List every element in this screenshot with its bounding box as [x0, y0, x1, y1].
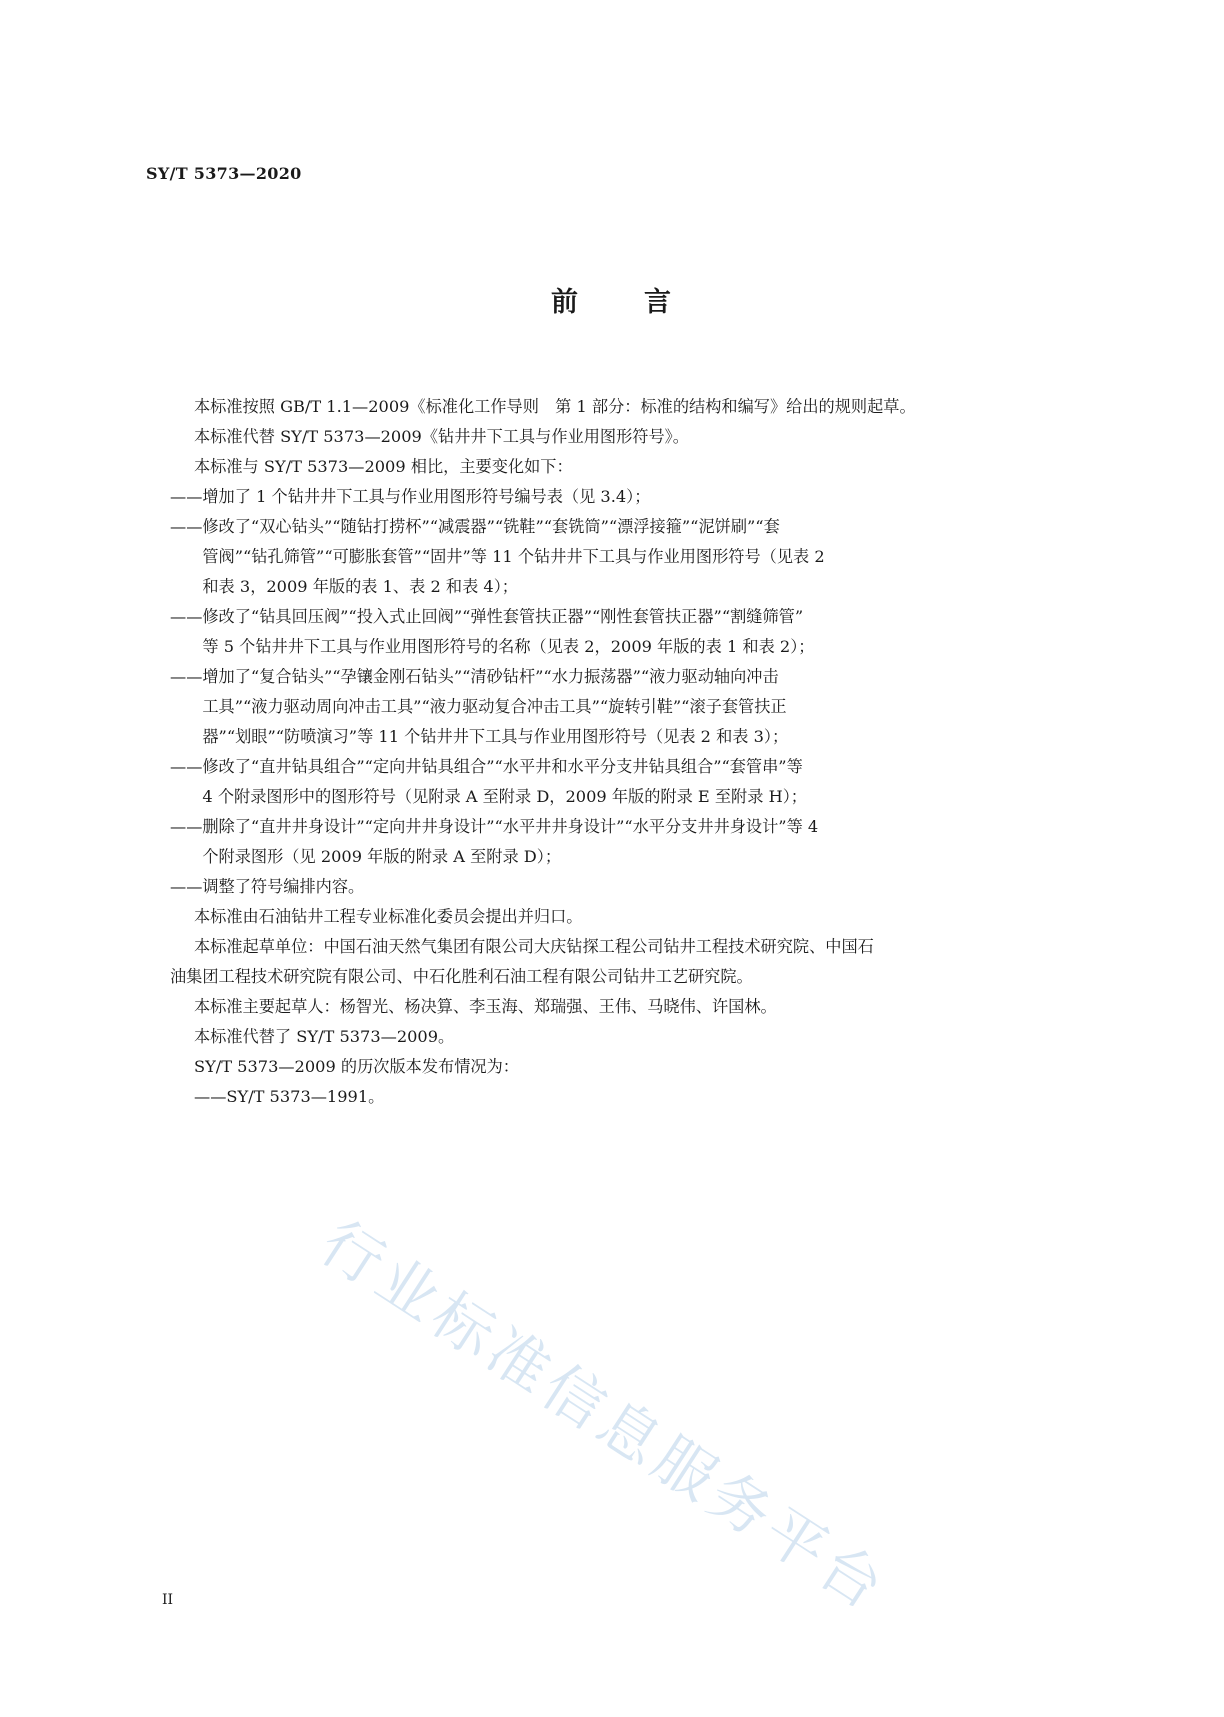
change-item-5 — [170, 752, 1090, 812]
standard-code: SY/T 5373—2020 — [146, 164, 302, 183]
change-item-2-line-3: 和表 3，2009 年版的表 1、表 2 和表 4）； — [202, 577, 518, 596]
change-item-3 — [170, 602, 1090, 662]
change-item-7 — [170, 872, 1090, 902]
change-item-4-line-2: 工具”“液力驱动周向冲击工具”“液力驱动复合冲击工具”“旋转引鞋”“滚子套管扶正 — [202, 697, 787, 716]
title-char-2: 言 — [644, 287, 673, 318]
paragraph-drafting-rules: 本标准按照 GB/T 1.1—2009《标准化工作导则 第 1 部分：标准的结构和编写》给出的规则起草。 — [194, 397, 916, 416]
change-item-1-line-1: 增加了 1 个钻井井下工具与作业用图形符号编号表（见 3.4）； — [202, 487, 651, 506]
change-item-1 — [170, 482, 1090, 512]
dash-marker: —— — [170, 607, 203, 626]
page-title — [0, 280, 1224, 319]
dash-marker: —— — [170, 667, 203, 686]
dash-marker: —— — [170, 817, 203, 836]
change-item-3-line-1: 修改了“钻具回压阀”“投入式止回阀”“弹性套管扶正器”“刚性套管扶正器”“割缝筛管” — [202, 607, 804, 626]
history-item-1-text: SY/T 5373—1991。 — [226, 1087, 385, 1106]
change-item-4-line-1: 增加了“复合钻头”“孕镶金刚石钻头”“清砂钻杆”“水力振荡器”“液力驱动轴向冲击 — [202, 667, 779, 686]
change-item-3-line-2: 等 5 个钻井井下工具与作业用图形符号的名称（见表 2，2009 年版的表 1 和表 2）； — [202, 637, 815, 656]
paragraph-changes-intro: 本标准与 SY/T 5373—2009 相比，主要变化如下： — [194, 457, 573, 476]
change-item-6-line-2: 个附录图形（见 2009 年版的附录 A 至附录 D）； — [202, 847, 562, 866]
change-item-4 — [170, 662, 1090, 752]
paragraph-drafting-units-line-1: 本标准起草单位：中国石油天然气集团有限公司大庆钻探工程公司钻井工程技术研究院、中国石 — [194, 937, 874, 956]
change-item-2 — [170, 512, 1090, 602]
paragraph-drafting-units-line-2: 油集团工程技术研究院有限公司、中石化胜利石油工程有限公司钻井工艺研究院。 — [170, 967, 753, 986]
history-item-1 — [170, 1082, 1090, 1112]
page-number: II — [162, 1592, 174, 1608]
paragraph-history-intro: SY/T 5373—2009 的历次版本发布情况为： — [194, 1057, 519, 1076]
change-item-4-line-3: 器”“划眼”“防喷演习”等 11 个钻井井下工具与作业用图形符号（见表 2 和表 3）； — [202, 727, 789, 746]
change-item-5-line-2: 4 个附录图形中的图形符号（见附录 A 至附录 D，2009 年版的附录 E 至附录 H）； — [202, 787, 807, 806]
paragraph-proposed-by: 本标准由石油钻井工程专业标准化委员会提出并归口。 — [194, 907, 583, 926]
change-item-2-line-1: 修改了“双心钻头”“随钻打捞杯”“减震器”“铣鞋”“套铣筒”“漂浮接箍”“泥饼刷”“套 — [202, 517, 780, 536]
watermark: 行业标准信息服务平台 — [308, 1207, 900, 1627]
dash-marker: —— — [170, 757, 203, 776]
dash-marker: —— — [170, 877, 203, 896]
dash-marker: —— — [170, 517, 203, 536]
change-item-6 — [170, 812, 1090, 872]
dash-marker: —— — [170, 487, 203, 506]
change-item-6-line-1: 删除了“直井井身设计”“定向井井身设计”“水平井井身设计”“水平分支井井身设计”等 4 — [202, 817, 819, 836]
title-char-1: 前 — [551, 287, 580, 318]
paragraph-replaces: 本标准代替 SY/T 5373—2009《钻井井下工具与作业用图形符号》。 — [194, 427, 689, 446]
dash-marker: —— — [194, 1087, 227, 1106]
change-item-2-line-2: 管阀”“钻孔筛管”“可膨胀套管”“固井”等 11 个钻井井下工具与作业用图形符号（见表 2 — [202, 547, 825, 566]
foreword-body — [170, 392, 1090, 1112]
paragraph-replaced: 本标准代替了 SY/T 5373—2009。 — [194, 1027, 455, 1046]
change-item-5-line-1: 修改了“直井钻具组合”“定向井钻具组合”“水平井和水平分支井钻具组合”“套管串”等 — [202, 757, 803, 776]
change-item-7-line-1: 调整了符号编排内容。 — [202, 877, 365, 896]
paragraph-drafters: 本标准主要起草人：杨智光、杨决算、李玉海、郑瑞强、王伟、马晓伟、许国林。 — [194, 997, 777, 1016]
